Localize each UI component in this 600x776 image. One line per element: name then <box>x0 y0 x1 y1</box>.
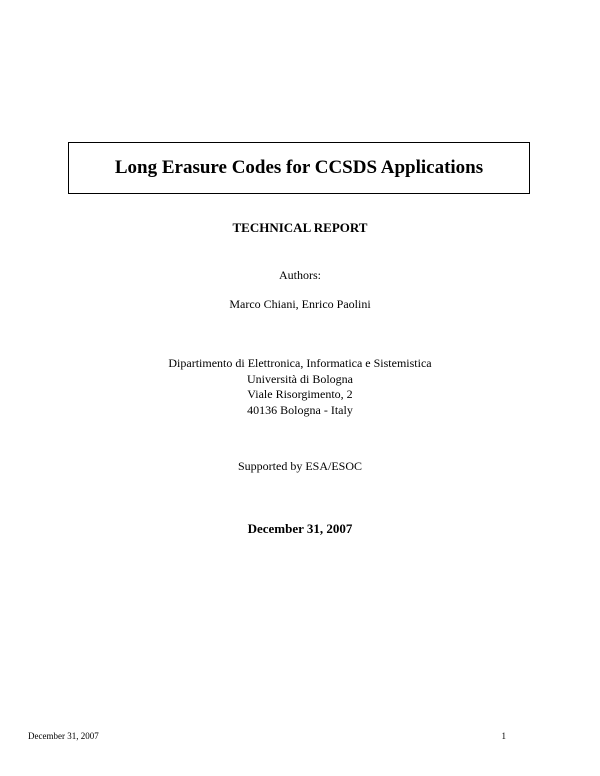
report-date: December 31, 2007 <box>247 521 353 536</box>
document-title: Long Erasure Codes for CCSDS Applications <box>114 157 484 178</box>
support-statement: Supported by ESA/ESOC <box>237 459 362 473</box>
footer-page-number: 1 <box>501 731 506 741</box>
affiliation-street: Viale Risorgimento, 2 <box>247 387 353 401</box>
affiliation-department: Dipartimento di Elettronica, Informatica e Sistemistica <box>168 356 432 370</box>
report-type: TECHNICAL REPORT <box>232 220 368 235</box>
authors-label: Authors: <box>279 268 321 282</box>
affiliation-city: 40136 Bologna - Italy <box>247 402 353 417</box>
affiliation-university: Università di Bologna <box>247 371 353 386</box>
authors-names: Marco Chiani, Enrico Paolini <box>229 297 371 311</box>
footer-date: December 31, 2007 <box>28 731 99 741</box>
affiliation-block <box>0 356 600 418</box>
title-box <box>68 142 530 194</box>
